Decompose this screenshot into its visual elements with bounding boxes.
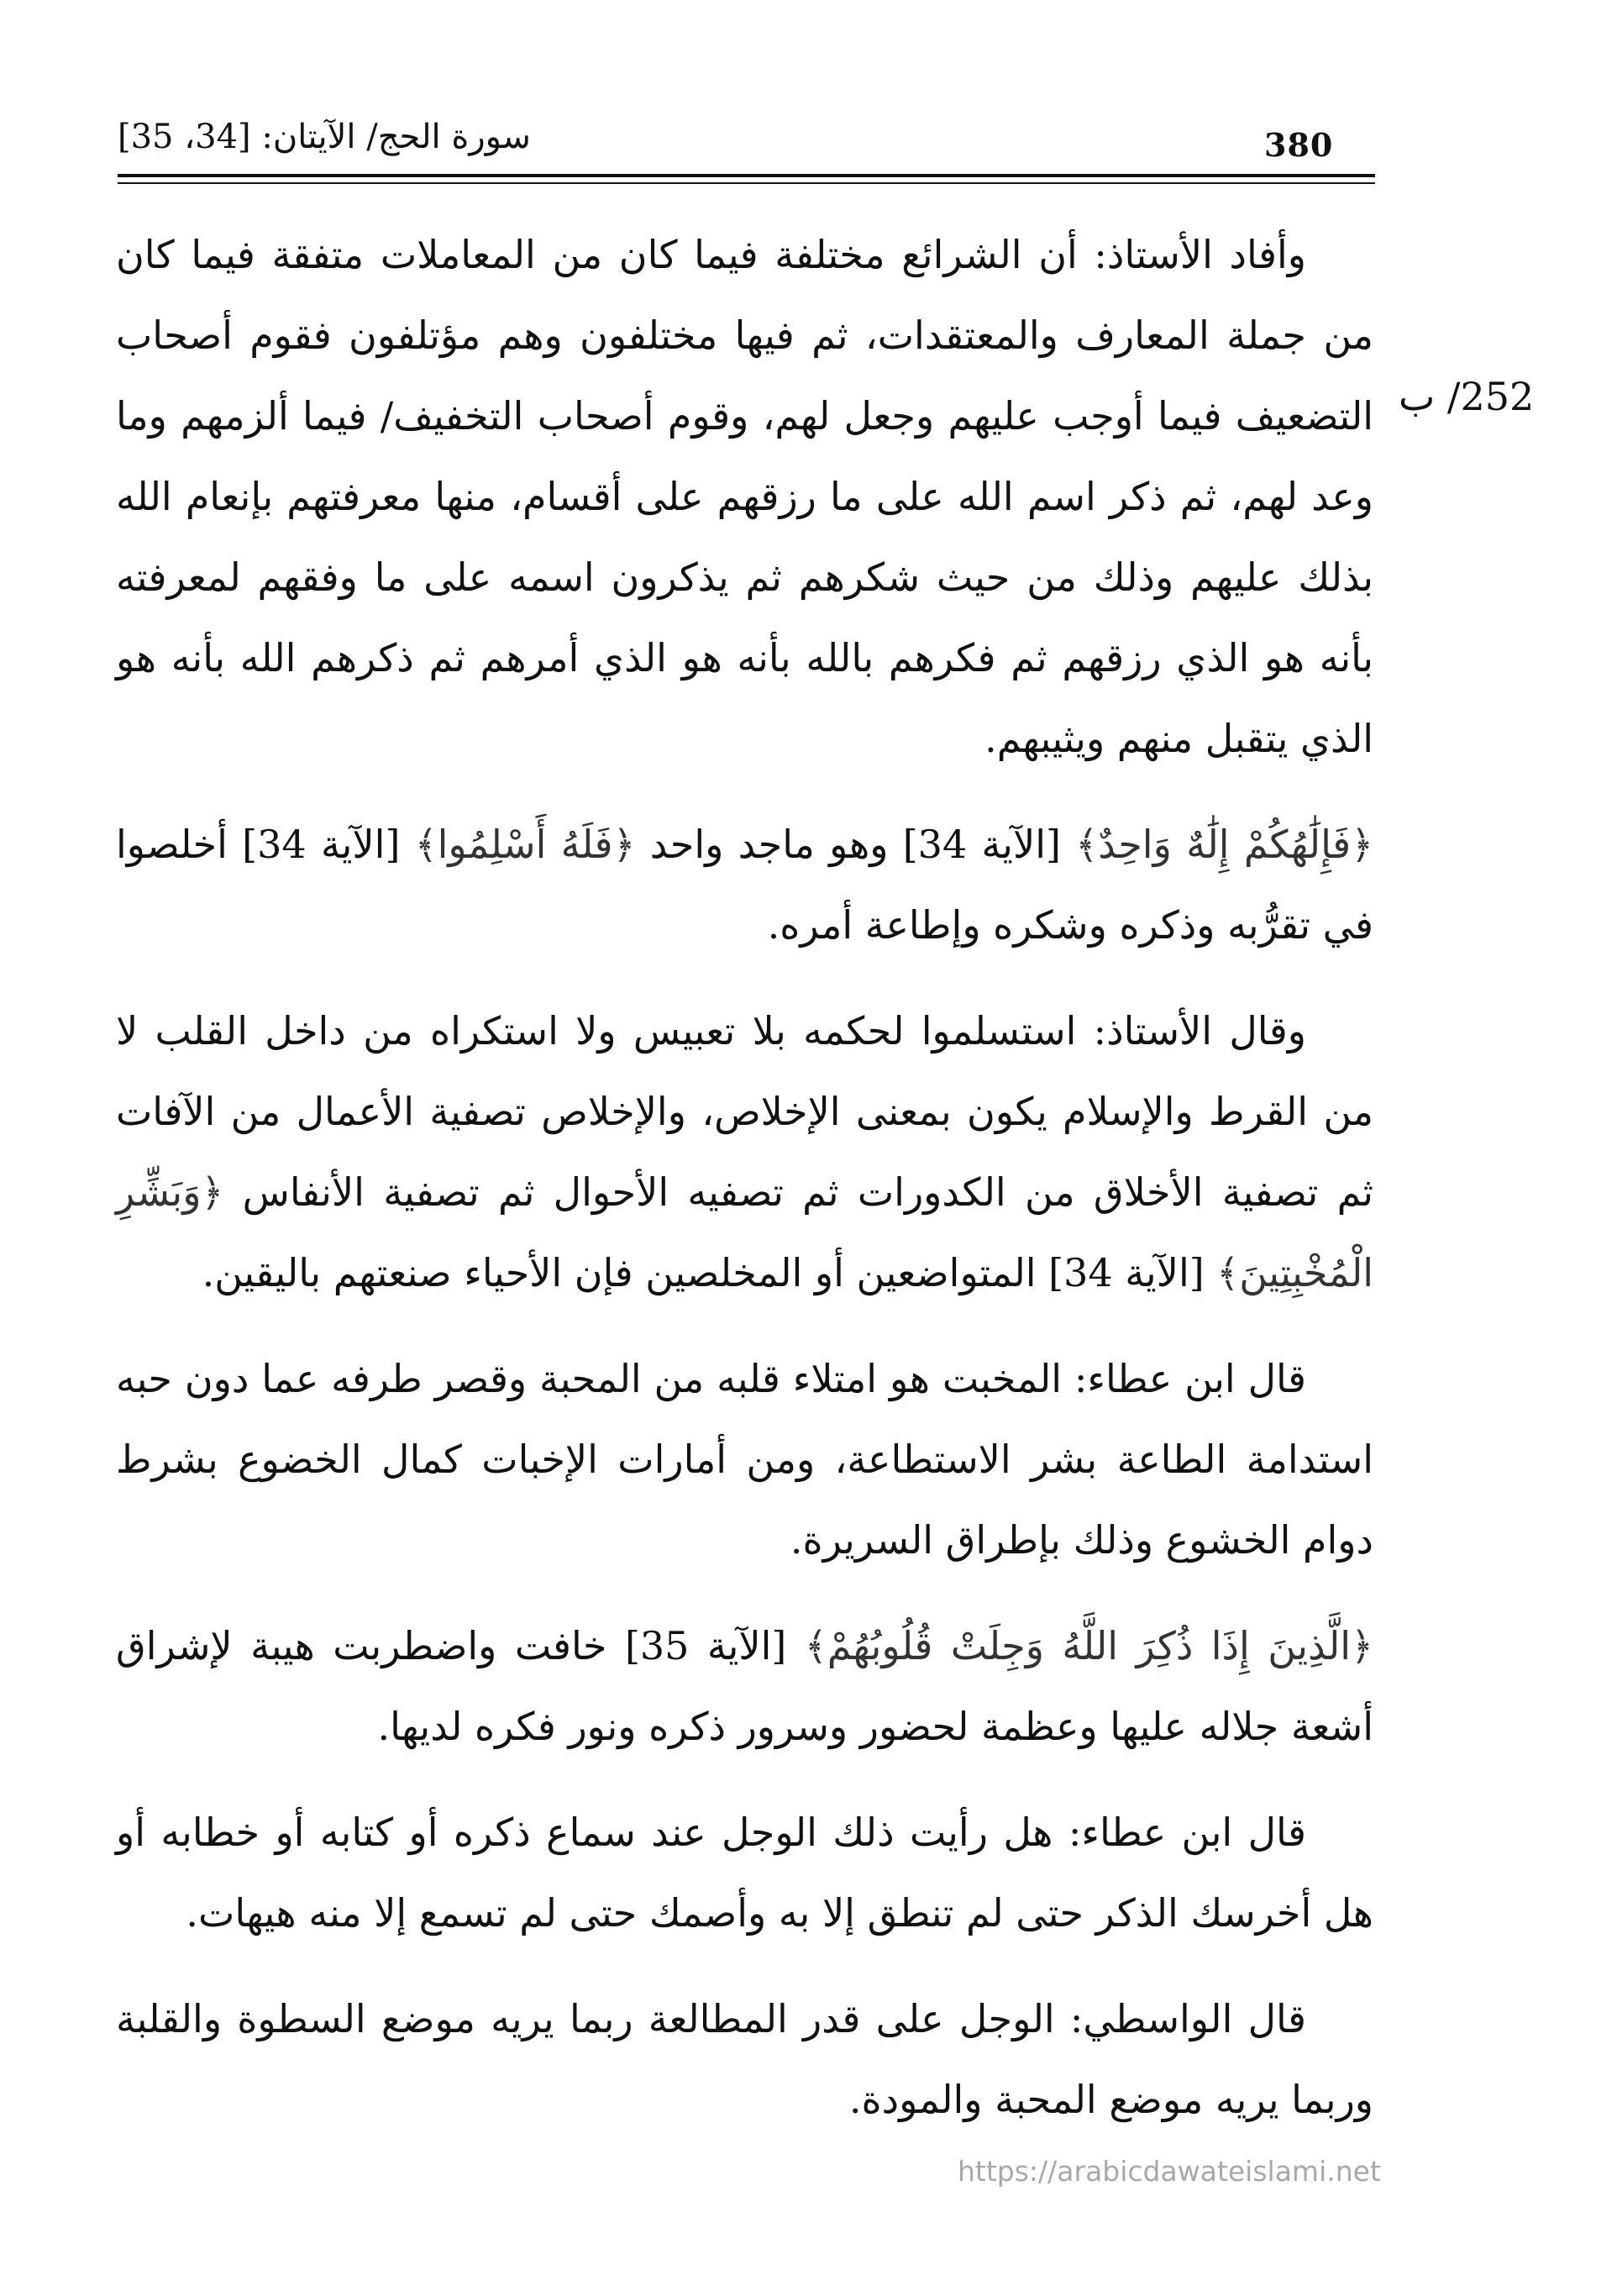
paragraph-text: قال الواسطي: الوجل على قدر المطالعة ربما يريه موضع السطوة والقلبة وربما يريه موضع المحبة والمودة. [116,1996,1373,2122]
page-number: 380 [1264,126,1334,164]
paragraph-text: وأفاد الأستاذ: أن الشرائع مختلفة فيما كان من المعاملات متفقة فيما كان من جملة المعارف والمعتقدات، ثم فيها مختلفون وهم مؤتلفون فقوم أصحاب التضعيف فيما أوجب عليهم وجعل لهم، وقوم أصحاب التخفيف/ فيما ألزمهم وما وعد لهم، ثم ذكر اسم الله على ما رزقهم على أقسام، منها معرفتهم بإنعام الله بذلك عليهم وذلك من حيث شكرهم ثم يذكرون اسمه على ما وفقهم لمعرفته بأنه هو الذي رزقهم ثم فكرهم بالله بأنه هو الذي أمرهم ثم ذكرهم الله بأنه هو الذي يتقبل منهم ويثيبهم. [116,232,1373,761]
header-rule-thick [118,174,1375,177]
header-rule-thin [118,182,1375,184]
running-title: سورة الحج/ الآيتان: [34، 35] [118,118,531,156]
paragraph-text: [الآية 34] أخلصوا في تقرُّبه وذكره وشكره وإطاعة أمره. [116,822,1373,948]
paragraph-1 [116,214,1373,779]
source-watermark: https://arabicdawateislami.net [958,2155,1381,2188]
paragraph-4 [116,1338,1373,1580]
quran-verse: ﴿فَلَهُ أَسْلِمُوا﴾ [414,822,636,867]
paragraph-6 [116,1792,1373,1953]
body-text [116,214,1373,2165]
paragraph-text: [الآية 34] وهو ماجد واحد [635,822,1076,867]
quran-verse: ﴿الَّذِينَ إِذَا ذُكِرَ اللَّهُ وَجِلَتْ قُلُوبُهُمْ﴾ [804,1623,1374,1668]
paragraph-text: قال ابن عطاء: المخبت هو امتلاء قلبه من المحبة وقصر طرفه عما دون حبه استدامة الطاعة بشر الاستطاعة، ومن أمارات الإخبات كمال الخضوع بشرط دوام الخشوع وذلك بإطراق السريرة. [116,1356,1373,1563]
quran-verse: ﴿وَبَشِّرِ الْمُخْبِتِينَ﴾ [116,1169,1373,1295]
paragraph-2 [116,804,1373,965]
folio-margin-note: 252/ ب [1399,374,1535,419]
paragraph-text: وقال الأستاذ: استسلموا لحكمه بلا تعبيس ولا استكراه من داخل القلب لا من القرط والإسلام يكون بمعنى الإخلاص، والإخلاص تصفية الأعمال من الآفات ثم تصفية الأخلاق من الكدورات ثم تصفيه الأحوال ثم تصفية الأنفاس [116,1008,1373,1215]
paragraph-7 [116,1978,1373,2140]
paragraph-text: [الآية 34] المتواضعين أو المخلصين فإن الأحياء صنعتهم باليقين. [202,1250,1217,1295]
paragraph-text: قال ابن عطاء: هل رأيت ذلك الوجل عند سماع ذكره أو كتابه أو خطابه أو هل أخرسك الذكر حتى لم تنطق إلا به وأصمك حتى لم تسمع إلا منه هيهات. [116,1810,1373,1936]
quran-verse: ﴿فَإِلَٰهُكُمْ إِلَٰهٌ وَاحِدٌ﴾ [1075,822,1374,867]
paragraph-5 [116,1605,1373,1767]
paragraph-text: [الآية 35] خافت واضطربت هيبة لإشراق أشعة جلاله عليها وعظمة لحضور وسرور ذكره ونور فكره لديها. [116,1623,1373,1749]
paragraph-3 [116,990,1373,1313]
